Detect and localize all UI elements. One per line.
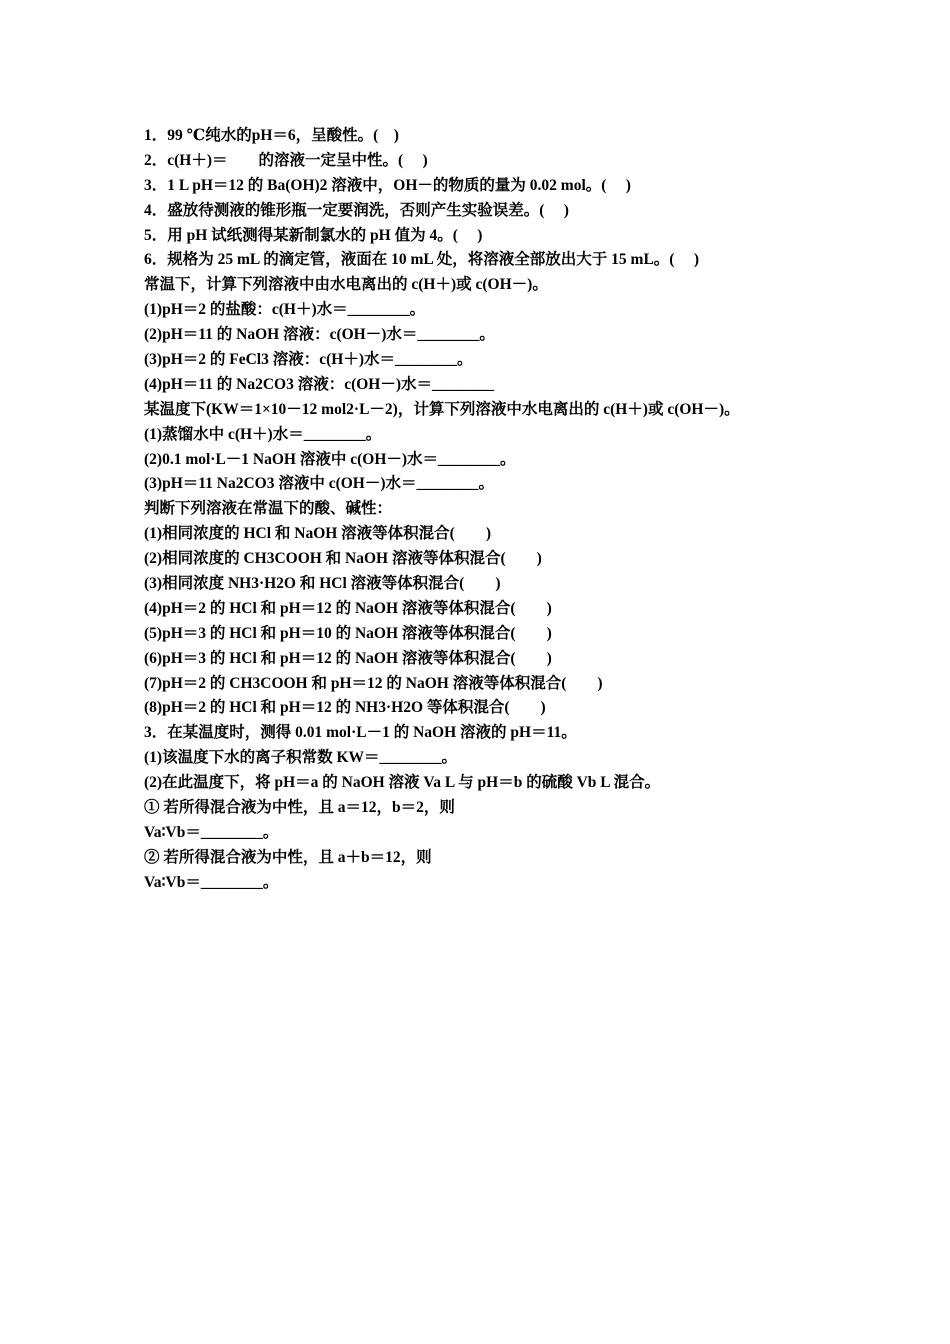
question-5: 5．用 pH 试纸测得某新制氯水的 pH 值为 4。( ) — [144, 226, 483, 244]
kw-item-1: (1)蒸馏水中 c(H＋)水＝________。 — [144, 425, 382, 443]
kw-item-2: (2)0.1 mol·L－1 NaOH 溶液中 c(OH－)水＝________。 — [144, 450, 516, 468]
q3-subitem-2-answer: Va∶Vb＝________。 — [144, 873, 279, 891]
kw-item-3: (3)pH＝11 Na2CO3 溶液中 c(OH－)水＝________。 — [144, 475, 495, 493]
acid-base-item-8: (8)pH＝2 的 HCl 和 pH＝12 的 NH3·H2O 等体积混合( ) — [144, 699, 546, 717]
q3-subitem-1: ① 若所得混合液为中性，且 a＝12，b＝2，则 — [144, 799, 455, 817]
q3-subitem-1-answer: Va∶Vb＝________。 — [144, 823, 279, 841]
question-1: 1．99 ℃纯水的pH＝6，呈酸性。( ) — [144, 127, 399, 144]
room-temp-item-2: (2)pH＝11 的 NaOH 溶液：c(OH－)水＝________。 — [144, 326, 495, 344]
section-acid-base-heading: 判断下列溶液在常温下的酸、碱性： — [144, 500, 393, 518]
room-temp-item-3: (3)pH＝2 的 FeCl3 溶液：c(H＋)水＝________。 — [144, 351, 473, 369]
acid-base-item-6: (6)pH＝3 的 HCl 和 pH＝12 的 NaOH 溶液等体积混合( ) — [144, 649, 552, 667]
question-3-heading: 3．在某温度时，测得 0.01 mol·L－1 的 NaOH 溶液的 pH＝11。 — [144, 724, 577, 742]
q3-item-1: (1)该温度下水的离子积常数 KW＝________。 — [144, 749, 458, 767]
acid-base-item-5: (5)pH＝3 的 HCl 和 pH＝10 的 NaOH 溶液等体积混合( ) — [144, 624, 552, 642]
room-temp-item-1: (1)pH＝2 的盐酸：c(H＋)水＝________。 — [144, 301, 426, 319]
q3-subitem-2: ② 若所得混合液为中性，且 a＋b＝12，则 — [144, 848, 432, 866]
acid-base-item-2: (2)相同浓度的 CH3COOH 和 NaOH 溶液等体积混合( ) — [144, 550, 542, 568]
acid-base-item-7: (7)pH＝2 的 CH3COOH 和 pH＝12 的 NaOH 溶液等体积混合( ) — [144, 674, 603, 692]
question-4: 4．盛放待测液的锥形瓶一定要润洗，否则产生实验误差。( ) — [144, 201, 569, 219]
question-6: 6．规格为 25 mL 的滴定管，液面在 10 mL 处，将溶液全部放出大于 15 mL。( ) — [144, 251, 699, 269]
acid-base-item-4: (4)pH＝2 的 HCl 和 pH＝12 的 NaOH 溶液等体积混合( ) — [144, 599, 552, 617]
question-2: 2．c(H＋)＝ 的溶液一定呈中性。( ) — [144, 151, 428, 169]
room-temp-item-4: (4)pH＝11 的 Na2CO3 溶液：c(OH－)水＝________ — [144, 375, 495, 393]
acid-base-item-3: (3)相同浓度 NH3·H2O 和 HCl 溶液等体积混合( ) — [144, 575, 501, 593]
section-kw-heading: 某温度下(KW＝1×10－12 mol2·L－2)，计算下列溶液中水电离出的 c(H＋)或 c(OH－)。 — [144, 400, 740, 418]
acid-base-item-1: (1)相同浓度的 HCl 和 NaOH 溶液等体积混合( ) — [144, 525, 492, 543]
section-room-temp-heading: 常温下，计算下列溶液中由水电离出的 c(H＋)或 c(OH－)。 — [144, 276, 548, 294]
q3-item-2: (2)在此温度下，将 pH＝a 的 NaOH 溶液 Va L 与 pH＝b 的硫酸 Vb L 混合。 — [144, 774, 661, 792]
question-3: 3．1 L pH＝12 的 Ba(OH)2 溶液中，OH－的物质的量为 0.02 mol。( ) — [144, 176, 631, 194]
document-body — [144, 124, 824, 896]
